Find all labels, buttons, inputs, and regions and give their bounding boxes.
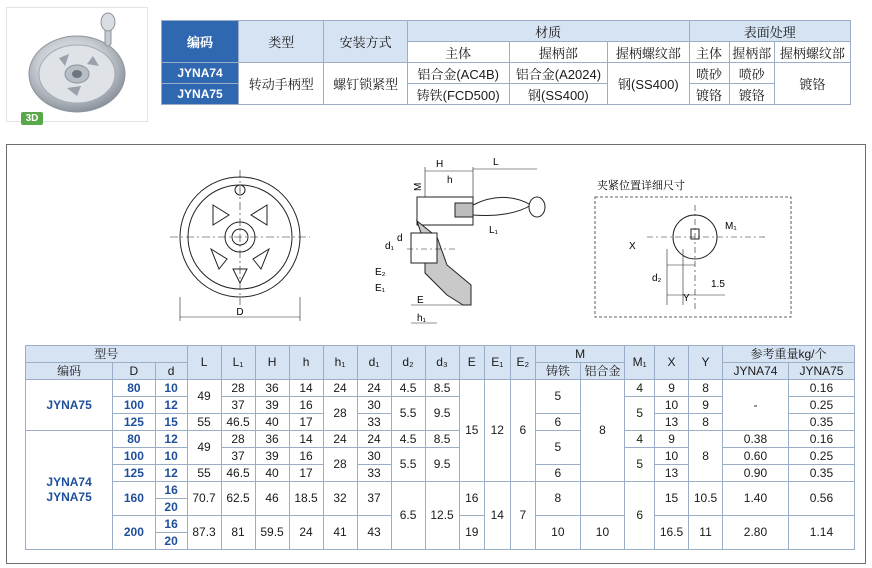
cell: 62.5	[221, 482, 255, 516]
cell: 16.5	[655, 516, 689, 550]
cell: 4	[625, 431, 655, 448]
cell: 9.5	[425, 397, 459, 431]
h-L1: L₁	[221, 346, 255, 380]
cell: 55	[187, 414, 221, 431]
h-L: L	[187, 346, 221, 380]
dim-1.5: 1.5	[711, 279, 725, 290]
cell: 39	[255, 448, 289, 465]
h-M-iron: 铸铁	[536, 363, 581, 380]
sub-sur-body: 主体	[689, 42, 729, 63]
mat-grip-jyna74: 铝合金(A2024)	[509, 63, 608, 84]
cell: 40	[255, 414, 289, 431]
cell: 5.5	[391, 448, 425, 482]
type-value: 转动手柄型	[239, 63, 324, 105]
cell: 14	[289, 431, 323, 448]
cell: 5	[625, 397, 655, 431]
dim-H: H	[436, 159, 444, 170]
cell: 28	[221, 431, 255, 448]
cell: 36	[255, 431, 289, 448]
cell: 32	[323, 482, 357, 516]
cell: 28	[323, 397, 357, 431]
dim-h: h	[447, 175, 453, 186]
cell: 1.14	[788, 516, 854, 550]
dim-Y: Y	[683, 293, 690, 304]
cell: 8	[580, 380, 625, 482]
h-E1: E₁	[485, 346, 511, 380]
header-material: 材质	[407, 21, 689, 42]
cell: 46.5	[221, 414, 255, 431]
cell: 14	[485, 482, 511, 550]
cell: 16	[155, 516, 187, 533]
cell: 9	[655, 380, 689, 397]
cell: 0.56	[788, 482, 854, 516]
cell: 10.5	[689, 482, 723, 516]
sub-mat-body: 主体	[407, 42, 509, 63]
cell: 0.38	[723, 431, 789, 448]
h-model: 型号	[26, 346, 188, 363]
cell: 11	[689, 516, 723, 550]
handwheel-image	[7, 8, 149, 123]
dim-d: d	[397, 233, 403, 244]
cell: 12	[485, 380, 511, 482]
cell: 24	[357, 380, 391, 397]
cell: 40	[255, 465, 289, 482]
cell: 24	[357, 431, 391, 448]
cell: 70.7	[187, 482, 221, 516]
code-b2: JYNA75	[46, 490, 92, 504]
cell: 4.5	[391, 431, 425, 448]
material-table	[161, 20, 851, 105]
dim-E2: E₂	[375, 267, 386, 278]
sur-screw-value: 镀铬	[774, 63, 850, 105]
cell: 16	[459, 482, 485, 516]
cell: 43	[357, 516, 391, 550]
cell: 0.25	[788, 397, 854, 414]
h-D: D	[113, 363, 156, 380]
cell: 0.60	[723, 448, 789, 465]
h-Y: Y	[689, 346, 723, 380]
code-group-b	[26, 431, 113, 550]
cell: 24	[323, 380, 357, 397]
code-group-a: JYNA75	[26, 380, 113, 431]
mat-body-jyna74: 铝合金(AC4B)	[407, 63, 509, 84]
sub-mat-screw: 握柄螺纹部	[608, 42, 689, 63]
dim-D: D	[236, 307, 244, 318]
cell: 0.35	[788, 414, 854, 431]
cell: 87.3	[187, 516, 221, 550]
sur-body-jyna74: 喷砂	[689, 63, 729, 84]
dim-h1: h₁	[417, 313, 426, 324]
dim-X: X	[629, 241, 636, 252]
mat-screw-value: 钢(SS400)	[608, 63, 689, 105]
cell: 49	[187, 380, 221, 414]
cell: 125	[113, 465, 156, 482]
h-h: h	[289, 346, 323, 380]
cell: 20	[155, 533, 187, 550]
header-surface: 表面处理	[689, 21, 850, 42]
product-photo	[6, 7, 148, 122]
detail-caption: 夹紧位置详细尺寸	[597, 180, 685, 192]
cell: 0.25	[788, 448, 854, 465]
cell: 100	[113, 397, 156, 414]
sur-body-jyna75: 镀铬	[689, 84, 729, 105]
side-view	[407, 167, 545, 323]
cell: 8	[689, 414, 723, 431]
cell: 6	[625, 482, 655, 550]
h-code: 编码	[26, 363, 113, 380]
cell: 4	[625, 380, 655, 397]
cell: 59.5	[255, 516, 289, 550]
cell: 17	[289, 414, 323, 431]
row-code-jyna74: JYNA74	[162, 63, 239, 84]
drawing-frame	[6, 144, 866, 564]
cell: 10	[655, 397, 689, 414]
h-d2: d₂	[391, 346, 425, 380]
badge-3d: 3D	[21, 112, 43, 125]
dim-M1: M₁	[725, 221, 737, 232]
cell: 1.40	[723, 482, 789, 516]
cell: 30	[357, 448, 391, 465]
cell: 10	[580, 516, 625, 550]
cell: 37	[221, 397, 255, 414]
cell: 80	[113, 380, 156, 397]
cell: 0.90	[723, 465, 789, 482]
cell: 24	[323, 431, 357, 448]
cell: 6.5	[391, 482, 425, 550]
code-b1: JYNA74	[46, 475, 92, 489]
cell: 6	[510, 380, 536, 482]
cell: 15	[655, 482, 689, 516]
cell: 8.5	[425, 431, 459, 448]
cell: 12	[155, 465, 187, 482]
cell: 9	[655, 431, 689, 448]
cell: 16	[155, 482, 187, 499]
h-E2: E₂	[510, 346, 536, 380]
h-E: E	[459, 346, 485, 380]
h-weight: 参考重量kg/个	[723, 346, 855, 363]
h-d: d	[155, 363, 187, 380]
cell: 80	[113, 431, 156, 448]
h-w75: JYNA75	[788, 363, 854, 380]
cell	[580, 482, 625, 516]
spec-table	[25, 345, 855, 550]
cell: 5	[625, 448, 655, 482]
cell: 5	[536, 431, 581, 465]
cell: 41	[323, 516, 357, 550]
cell: 39	[255, 397, 289, 414]
row-code-jyna75: JYNA75	[162, 84, 239, 105]
cell: 16	[289, 448, 323, 465]
cell: 8	[689, 380, 723, 397]
h-h1: h₁	[323, 346, 357, 380]
cell: 33	[357, 465, 391, 482]
cell: 5	[536, 380, 581, 414]
cell: 12.5	[425, 482, 459, 550]
dim-L1: L₁	[489, 225, 498, 236]
sub-sur-screw: 握柄螺纹部	[774, 42, 850, 63]
cell: 2.80	[723, 516, 789, 550]
cell: 18.5	[289, 482, 323, 516]
cell: 12	[155, 397, 187, 414]
cell: 17	[289, 465, 323, 482]
dim-E1: E₁	[375, 283, 386, 294]
cell: 6	[536, 465, 581, 482]
h-w74: JYNA74	[723, 363, 789, 380]
h-H: H	[255, 346, 289, 380]
cell: 16	[289, 397, 323, 414]
cell: 13	[655, 414, 689, 431]
h-d3: d₃	[425, 346, 459, 380]
cell: 6	[536, 414, 581, 431]
cell: 30	[357, 397, 391, 414]
cell: 28	[221, 380, 255, 397]
cell: 8	[536, 482, 581, 516]
header-code: 编码	[162, 21, 239, 63]
cell: 37	[221, 448, 255, 465]
dim-M: M	[413, 182, 424, 191]
cell: 7	[510, 482, 536, 550]
cell: 8	[689, 431, 723, 482]
cell: 4.5	[391, 380, 425, 397]
dim-d2-detail: d₂	[652, 273, 662, 284]
header-type: 类型	[239, 21, 324, 63]
front-view	[170, 170, 310, 321]
cell: 81	[221, 516, 255, 550]
h-X: X	[655, 346, 689, 380]
mount-value: 螺钉锁紧型	[324, 63, 407, 105]
dim-d1: d₁	[385, 241, 394, 252]
cell: 10	[155, 380, 187, 397]
cell: 160	[113, 482, 156, 516]
cell: 24	[289, 516, 323, 550]
detail-view	[647, 205, 767, 310]
cell: 10	[155, 448, 187, 465]
sur-grip-jyna75: 镀铬	[729, 84, 774, 105]
cell: 14	[289, 380, 323, 397]
dim-E: E	[417, 295, 424, 306]
header-mount: 安装方式	[324, 21, 407, 63]
cell: 19	[459, 516, 485, 550]
cell: 15	[459, 380, 485, 482]
cell: 10	[536, 516, 581, 550]
cell: 28	[323, 448, 357, 482]
h-M-alu: 铝合金	[580, 363, 625, 380]
h-M1: M₁	[625, 346, 655, 380]
cell: 55	[187, 465, 221, 482]
cell: 5.5	[391, 397, 425, 431]
cell: 9	[689, 397, 723, 414]
sub-sur-grip: 握柄部	[729, 42, 774, 63]
cell: 200	[113, 516, 156, 550]
cell: 8.5	[425, 380, 459, 397]
cell: 12	[155, 431, 187, 448]
cell: 0.16	[788, 431, 854, 448]
cell: 125	[113, 414, 156, 431]
cell: 10	[655, 448, 689, 465]
cell: 49	[187, 431, 221, 465]
cell: 15	[155, 414, 187, 431]
h-M: M	[536, 346, 625, 363]
cell: 36	[255, 380, 289, 397]
cell: 100	[113, 448, 156, 465]
h-d1: d₁	[357, 346, 391, 380]
cell: 0.16	[788, 380, 854, 397]
cell: 20	[155, 499, 187, 516]
cell: -	[723, 380, 789, 431]
sur-grip-jyna74: 喷砂	[729, 63, 774, 84]
dim-L: L	[493, 157, 499, 168]
mat-body-jyna75: 铸铁(FCD500)	[407, 84, 509, 105]
cell: 46.5	[221, 465, 255, 482]
mat-grip-jyna75: 钢(SS400)	[509, 84, 608, 105]
technical-drawing	[7, 145, 865, 345]
cell: 33	[357, 414, 391, 431]
cell: 9.5	[425, 448, 459, 482]
sub-mat-grip: 握柄部	[509, 42, 608, 63]
cell: 37	[357, 482, 391, 516]
cell: 13	[655, 465, 689, 482]
cell: 46	[255, 482, 289, 516]
cell: 0.35	[788, 465, 854, 482]
